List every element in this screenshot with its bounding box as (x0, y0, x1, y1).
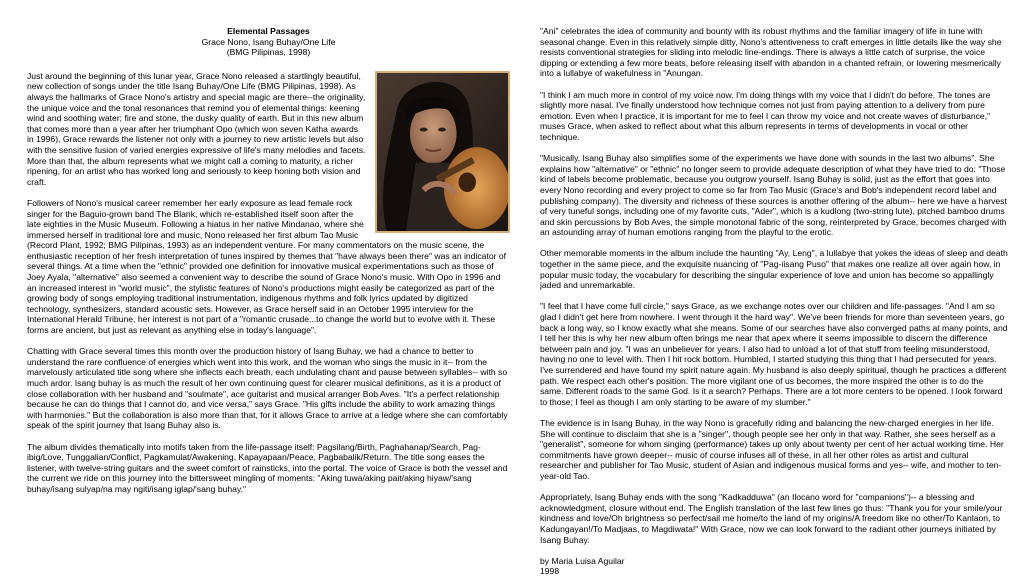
author-name: by Maria Luisa Aguilar (540, 555, 625, 566)
left-column (27, 26, 510, 505)
paragraph: Followers of Nono's musical career remember her early exposure as lead female rock singer for the Baguio-grown band The Blank, which re-established itself soon after the late eighties in the Music Museum. Following a hiatus in her native Mindanao, where she immersed herself in traditional lore and music, Nono released her first album Tao Music (Record Plant, 1992; BMG Pilipinas, 1993) as an independent venture. For many commentators on the music scene, the enthusiastic reception of her fresh interpretation of tunes inspired by themes that "have always been there" was an indicator of several things. At a time when the "ethnic" provided one definition for innovative musical experimentations such as those of Joey Ayala, "alternative" also seemed a convenient way to describe the sound of Grace Nono's music. With Opo in 1996 and an increased interest in "world music", the stylistic features of Nono's productions might easily be categorized as part of the growing body of songs employing traditional instrumentation, indigenous rhythms and folk lyrics updated by digitized technology, synthesizers, standard acoustic sets. However, as Grace herself said in an October 1995 interview for the International Herald Tribune, her interest is not part of a "romantic crusade...to change the world but to evolve with it. These forms are ancient, but just as relevant as anything else in today's language". (27, 197, 507, 336)
paragraph: The album divides thematically into motifs taken from the life-passage itself: Pagsilang/Birth, Paghahanap/Search, Pag-ibig/Love, Tunggalian/Conflict, Pagkamulat/Awakening, Kapayapaan/Peace, Pagbabalik/Return. The title song eases the listener, with twelve-string guitars and the sweet comfort of rainsticks, into the portal. The voice of Grace is both the vessel and the current we ride on this journey into the bittersweet mingling of moments: "Aking tuwa/aking pait/aking hiyaw/'sang buhay/isang sulyap/na may ngiti/isang iglap/'sang buhay." (27, 441, 508, 494)
album-label: (BMG Pilipinas, 1998) (226, 47, 311, 58)
paragraph: "Ani" celebrates the idea of community and bounty with its robust rhythms and the familiar imagery of life in tune with seasonal change. Even in this relatively simple ditty, Nono's attentiveness to craft emerges in little details like the way she resists conventional strategies for sliding into melodic line-endings. There is always a little catch of surprise, the voice dipping or extending a few more beats, before releasing itself with abandon in a chanted refrain, or lowering mesmerically into a lullabye of wakefulness in "Anungan. (540, 26, 1002, 79)
right-column (540, 26, 1008, 577)
paragraph: "I feel that I have come full circle," says Grace, as we exchange notes over our children and life-passages. "And I am so glad I didn't get here from nowhere. I went through it the hard way". We've been friends for more than seventeen years, go back a long way, so I know exactly what she means. Some of our searches have also converged paths at many points, and I tell her this is why her new album often brings me near that apex where it seems impossible to discern the difference between pain and joy. "I was an unbeliever for years. I also had to unload a lot of that stuff from feeling misunderstood, having no one to level with. Then I hit rock bottom. Humbled, I started studying this thing that I had persecuted for years. I've surrendered and have found my spirit nature again. My husband is also deeply spiritual, though he practices a different path. We respect each other's position. The more vigilant one of us becomes, the more inspired the other is to do the same. Different roads to the same God. Is it a search? Perhaps. There are a lot more centers to be opened. I look forward to those; I feel as though I am only starting to be aware of my slumber." (540, 301, 1008, 407)
album-title: Grace Nono, Isang Buhay/One Life (201, 36, 336, 47)
paragraph: "Musically, Isang Buhay also simplifies some of the experiments we have done with sounds in the last two albums". She explains how "alternative" or "ethnic" no longer seem to provide adequate description of what they have tried to do: "Those kind of labels become problematic, because you outgrow yourself. Isang Buhay is solid, just as the effort that goes into every Nono recording and every project to come so far from Tao Music (Grace's and Bob's independent record label and publishing company). The diversity and richness of these sources is another offering of the album-- here we have a harvest of very tuneful songs, including one of my favorite cuts, "Ader", which is a kudlong (two-string lute), pitched bamboo drums and skin percussions by Bob Aves, the simple monotonal fabric of the song, reinterpreted by Grace, becomes charged with an astounding array of human emotions ranging from the playful to the erotic. (540, 153, 1007, 238)
byline (540, 556, 1008, 577)
paragraph: The evidence is in Isang Buhay, in the way Nono is gracefully riding and balancing the new-charged energies in her life. She will continue to disclaim that she is a "singer", though people see her only in that way. Rather, she sees herself as a "generalist", someone for whom singing (performance) takes up only about twenty per cent of her actual working time. Her commitments have grown deeper-- music of course infuses all of these, in all her other roles as artist and cultural researcher and publisher for Tao Music, student of Asian and indigenous musical forms and yes-- wife, and mother to ten-year-old Tao. (540, 417, 1004, 481)
paragraph: "I think I am much more in control of my voice now. I'm doing things with my voice that I didn't do before. The tones are slightly more nasal. I've finally understood how technique comes not just from paying attention to a delivery from pure emotion. Even when I practice, it is important for me to feel I can throw my voice and not create waves of disturbance," muses Grace, when asked to reflect about what this album represents in terms of developments in vocal or other technique. (540, 89, 991, 142)
portrait-with-guitar-photo (375, 71, 510, 233)
paragraph: Other memorable moments in the album include the haunting "Ay, Leng", a lullabye that yokes the ideas of sleep and death together in the same piece, and the exquisite nuancing of "Pag-iisang Puso" that makes one realize all over again how, in popular music today, the vocabulary for describing the singular experience of love and union has become so appallingly jaded and unremarkable. (540, 248, 1008, 291)
portrait-photo-illustration (377, 73, 508, 231)
article-header (27, 26, 510, 58)
paragraph (27, 71, 510, 188)
paragraph-text: Just around the beginning of this lunar year, Grace Nono released a startlingly beautiful, new collection of songs under the title Isang Buhay/One Life (BMG Pilipinas, 1998). As always the hallmarks of Grace Nono's artistry and special magic are there--the originality, the unique voice and the tonal resonances that remind you of elemental things: keening wind and soothing water; fire and stone, the dusky quality of earth. But in this new album that comes more than a year after her triumphant Opo (which won seven Katha awards in 1996), Grace rewards the listener not only with a journey to new artistic levels but also with the sensitive fusion of varied energies expressive of life's many melodies and facets. More than that, the album represents what we might call a coming to maturity, a richer ripening, for an artist who has worked long and seriously to keep honing both vision and craft. (27, 70, 366, 187)
article-title: Elemental Passages (227, 26, 310, 36)
paragraph: Chatting with Grace several times this month over the production history of Isang Buhay, we had a chance to better to understand the rare confluence of energies which went into this work, and the woman who sings the music in it-- from the marvelously articulated title song where she inflects each breath, each undulating chant and pause between syllables-- with so much ardor. Isang buhay is as much the result of her own continuing quest for clearer musical definitions, as it is a product of close collaboration with her husband and "soulmate", ace guitarist and musical arranger Bob Aves. "It's a perfect relationship because he can do things that I cannot do, and vice versa," says Grace. "His gifts include the ability to work amazing things with harmonies." But the collaboration is also more than that, for it allows Grace to arrive at a ledge where she can comfortably speak of the spirit journey that Isang Buhay also is. (27, 346, 508, 431)
paragraph: Appropriately, Isang Buhay ends with the song "Kadkadduwa" (an Ilocano word for "companions")-- a blessing and acknowledgment, closure without end. The English translation of the last few lines go thus: "Thank you for your smile/your kindness and love/Oh brightness so perfect/sail me home/to the land of my origins/A freedom like no other/To Kanlaon, to Kadungayan!/To Madjaas, to Magdiwata!" With Grace, now we can look forward to the radiant other journeys initiated by Isang Buhay. (540, 492, 1003, 545)
publication-year: 1998 (540, 566, 560, 577)
